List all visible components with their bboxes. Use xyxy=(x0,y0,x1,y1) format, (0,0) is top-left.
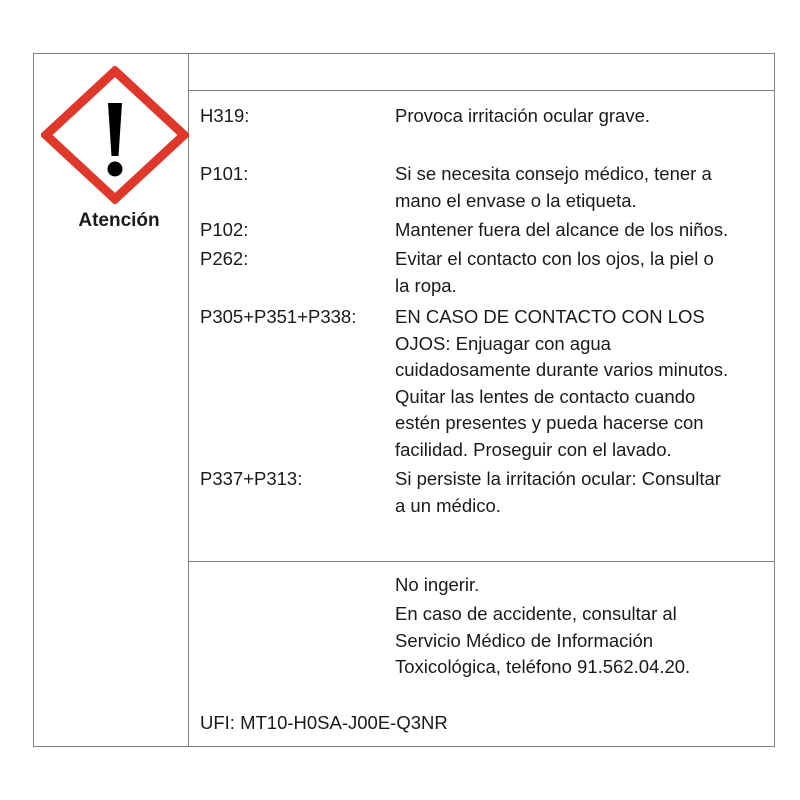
statement-code-p262: P262: xyxy=(200,248,249,269)
statement-text-p102: Mantener fuera del alcance de los niños. xyxy=(395,219,729,240)
header-divider xyxy=(188,90,775,91)
no-ingerir-text: No ingerir. xyxy=(395,574,480,595)
statement-text-p101: Si se necesita consejo médico, tener a mano el envase o la etiqueta. xyxy=(395,163,712,211)
section-divider xyxy=(188,561,775,562)
statement-code-p102: P102: xyxy=(200,219,249,240)
statement-text-h319: Provoca irritación ocular grave. xyxy=(395,105,650,126)
statement-code-p101: P101: xyxy=(200,163,249,184)
statement-text-p305-p351-p338: EN CASO DE CONTACTO CON LOS OJOS: Enjuagar con agua cuidadosamente durante varios minutos. Quitar las lentes de contacto cuando estén presentes y pueda hacerse con facilidad. Proseguir con el lavado. xyxy=(395,306,729,460)
statement-code-p337-p313: P337+P313: xyxy=(200,468,303,489)
statement-code-h319: H319: xyxy=(200,105,250,126)
signal-word: Atención xyxy=(78,210,160,231)
accident-info-text: En caso de accidente, consultar al Servicio Médico de Información Toxicológica, teléfono 91.562.04.20. xyxy=(395,603,691,677)
ufi-code: UFI: MT10-H0SA-J00E-Q3NR xyxy=(200,712,448,733)
exclamation-mark-icon xyxy=(41,66,189,204)
statement-code-p305-p351-p338: P305+P351+P338: xyxy=(200,306,357,327)
statement-text-p337-p313: Si persiste la irritación ocular: Consultar a un médico. xyxy=(395,468,721,516)
statement-text-p262: Evitar el contacto con los ojos, la piel o la ropa. xyxy=(395,248,714,296)
